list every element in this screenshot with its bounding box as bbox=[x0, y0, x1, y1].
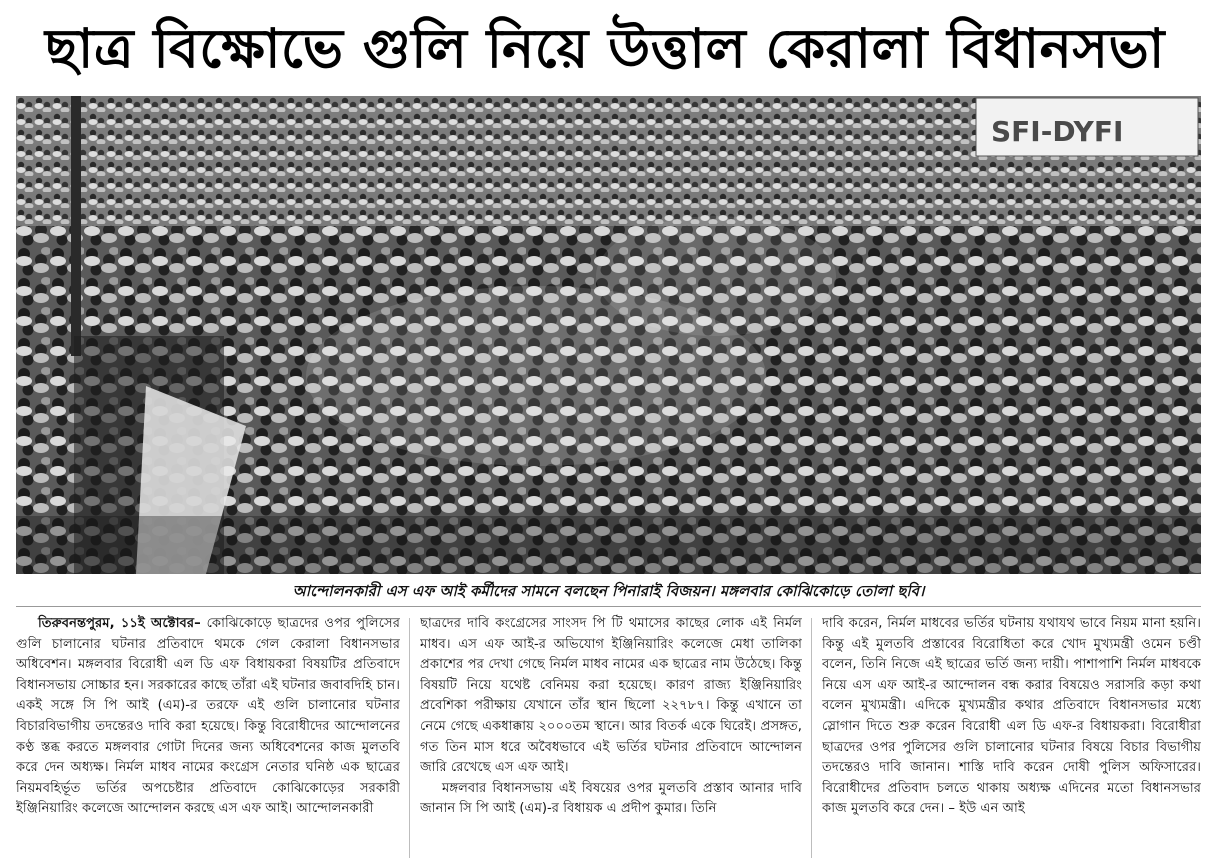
article-column-1 bbox=[16, 614, 400, 862]
column-divider bbox=[409, 618, 410, 858]
article-body bbox=[16, 614, 1201, 862]
photo-caption: আন্দোলনকারী এস এফ আই কর্মীদের সামনে বলছেন পিনারাই বিজয়ন। মঙ্গলবার কোঝিকোড়ে তোলা ছবি। bbox=[16, 576, 1201, 607]
column-1-text: কোঝিকোড়ে ছাত্রদের ওপর পুলিসের গুলি চালানোর ঘটনার প্রতিবাদে থমকে গেল কেরালা বিধানসভার অধিবেশন। মঙ্গলবার বিরোধী এল ডি এফ বিধায়করা বিষয়টির প্রতিবাদে বিধানসভায় সোচ্চার হন। সরকারের কাছে তাঁরা এই ঘটনার জবাবদিহি চান। একই সঙ্গে সি পি আই (এম)-র তরফে এই গুলি চালানোর ঘটনার বিচারবিভাগীয় তদন্তেরও দাবি করা হয়েছে। কিন্তু বিরোধীদের আন্দোলনের কণ্ঠ স্তব্ধ করতে মঙ্গলবার গোটা দিনের জন্য অধিবেশনের কাজ মুলতবি করে দেন অধ্যক্ষ। নির্মল মাধব নামের কংগ্রেস নেতার ঘনিষ্ঠ এক ছাত্রের নিয়মবহির্ভূত ভর্তির অপচেষ্টার প্রতিবাদে কোঝিকোড়ের সরকারী ইঞ্জিনিয়ারিং কলেজে আন্দোলন করছে এস এফ আই। আন্দোলনকারী bbox=[16, 616, 400, 817]
banner bbox=[976, 98, 1198, 156]
column-2-paragraph-1: ছাত্রদের দাবি কংগ্রেসের সাংসদ পি টি থমাসের কাছের লোক এই নির্মল মাধব। এস এফ আই-র অভিযোগ ইঞ্জিনিয়ারিং কলেজে মেধা তালিকা প্রকাশের পর দেখা গেছে নির্মল মাধব নামের এক ছাত্রের নাম উঠেছে। কিন্তু বিষয়টি নিয়ে যথেষ্ট বেনিময় করা হয়েছে। কারণ রাজ্য ইঞ্জিনিয়ারিং প্রবেশিকা পরীক্ষায় যেখানে তাঁর স্থান ছিলো ২২৭৮৭। কিন্তু এখানে তা নেমে গেছে একধাক্কায় ২০০০তম স্থানে। আর বিতর্ক একে ঘিরেই। প্রসঙ্গত, গত তিন মাস ধরে অবৈধভাবে এই ভর্তির ঘটনার প্রতিবাদে আন্দোলন জারি রেখেছে এস এফ আই। bbox=[420, 616, 802, 776]
article-column-2 bbox=[420, 614, 802, 862]
news-photo bbox=[16, 96, 1201, 574]
column-divider bbox=[811, 618, 812, 858]
article-column-3 bbox=[822, 614, 1201, 862]
column-2-paragraph-2: মঙ্গলবার বিধানসভায় এই বিষয়ের ওপর মুলতবি প্রস্তাব আনার দাবি জানান সি পি আই (এম)-র বিধায়ক এ প্রদীপ কুমার। তিনি bbox=[420, 780, 802, 817]
banner-text: SFI-DYFI bbox=[991, 115, 1124, 148]
headline: ছাত্র বিক্ষোভে গুলি নিয়ে উত্তাল কেরালা বিধানসভা bbox=[45, 17, 1165, 80]
dateline: তিরুবনন্তপুরম, ১১ই অক্টোবর– bbox=[38, 616, 201, 631]
column-3-text: দাবি করেন, নির্মল মাধবের ভর্তির ঘটনায় যথাযথ ভাবে নিয়ম মানা হয়নি। কিন্তু এই মুলতবি প্রস্তাবের বিরোধিতা করে খোদ মুখ্যমন্ত্রী ওমেন চণ্ডী বলেন, তিনি নিজে এই ছাত্রের ভর্তি জন্য দায়ী। পাশাপাশি নির্মল মাধবকে নিয়ে এস এফ আই-র আন্দোলন বন্ধ করার বিষয়েও সরাসরি কড়া কথা বলেন মুখ্যমন্ত্রী। এদিকে মুখ্যমন্ত্রীর কথার প্রতিবাদে বিধানসভার মধ্যে স্লোগান দিতে শুরু করেন বিরোধী এল ডি এফ-র বিধায়করা। বিরোধীরা ছাত্রদের ওপর পুলিসের গুলি চালানোর ঘটনার বিষয়ে বিচার বিভাগীয় তদন্তেরও দাবি জানান। শাস্তি দাবি করেন দোষী পুলিস অফিসারের। বিরোধীদের প্রতিবাদ চলতে থাকায় অধ্যক্ষ এদিনের মতো বিধানসভার কাজ মুলতবি করে দেন। – ইউ এন আই bbox=[822, 616, 1201, 817]
